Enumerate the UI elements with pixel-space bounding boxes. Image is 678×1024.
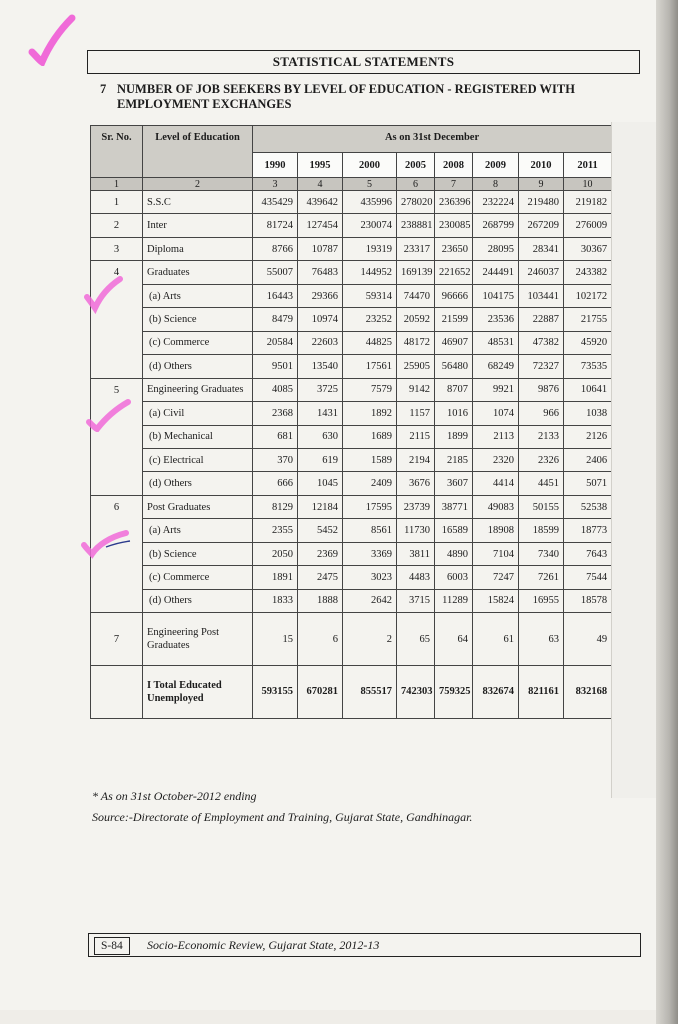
sr-no-cell: 7 <box>91 613 143 666</box>
year-group-header: As on 31st December <box>253 126 612 153</box>
value-cell: 56480 <box>435 355 473 378</box>
value-cell: 49 <box>564 613 612 666</box>
value-cell: 3369 <box>343 542 397 565</box>
value-cell: 9876 <box>519 378 564 401</box>
value-cell: 268799 <box>473 214 519 237</box>
value-cell: 25905 <box>397 355 435 378</box>
table-row <box>91 261 612 284</box>
value-cell: 2320 <box>473 448 519 471</box>
value-cell: 2133 <box>519 425 564 448</box>
table-row <box>91 308 612 331</box>
value-cell: 13540 <box>298 355 343 378</box>
value-cell: 21755 <box>564 308 612 331</box>
value-cell: 7104 <box>473 542 519 565</box>
value-cell: 15 <box>253 613 298 666</box>
value-cell: 104175 <box>473 284 519 307</box>
column-number: 1 <box>91 178 143 191</box>
value-cell: 23317 <box>397 237 435 260</box>
value-cell: 630 <box>298 425 343 448</box>
value-cell: 21599 <box>435 308 473 331</box>
value-cell: 96666 <box>435 284 473 307</box>
value-cell: 12184 <box>298 495 343 518</box>
level-label: Engineering Graduates <box>143 378 253 401</box>
value-cell: 102172 <box>564 284 612 307</box>
value-cell: 966 <box>519 402 564 425</box>
book-spine-shadow <box>656 0 678 1024</box>
value-cell: 370 <box>253 448 298 471</box>
value-cell: 1899 <box>435 425 473 448</box>
value-cell: 3715 <box>397 589 435 612</box>
column-number: 10 <box>564 178 612 191</box>
sr-no-cell <box>91 566 143 589</box>
value-cell: 7340 <box>519 542 564 565</box>
value-cell: 1038 <box>564 402 612 425</box>
highlighter-tick-icon <box>28 14 76 66</box>
level-label: (b) Science <box>143 308 253 331</box>
table-row <box>91 566 612 589</box>
table-row <box>91 237 612 260</box>
value-cell: 50155 <box>519 495 564 518</box>
value-cell: 11730 <box>397 519 435 542</box>
job-seekers-table <box>90 125 612 719</box>
value-cell: 4890 <box>435 542 473 565</box>
value-cell: 76483 <box>298 261 343 284</box>
table-row <box>91 448 612 471</box>
value-cell: 2355 <box>253 519 298 542</box>
statement-number: 7 <box>100 82 107 96</box>
value-cell: 22887 <box>519 308 564 331</box>
value-cell: 68249 <box>473 355 519 378</box>
sr-no-cell: 2 <box>91 214 143 237</box>
value-cell: 16443 <box>253 284 298 307</box>
value-cell: 243382 <box>564 261 612 284</box>
sr-no-header: Sr. No. <box>91 126 143 178</box>
value-cell: 5071 <box>564 472 612 495</box>
value-cell: 236396 <box>435 191 473 214</box>
level-label: Graduates <box>143 261 253 284</box>
sr-no-cell: 6 <box>91 495 143 518</box>
year-header: 2011 <box>564 153 612 178</box>
value-cell: 230074 <box>343 214 397 237</box>
value-cell: 246037 <box>519 261 564 284</box>
sr-no-cell <box>91 448 143 471</box>
value-cell: 1157 <box>397 402 435 425</box>
level-label: (c) Commerce <box>143 331 253 354</box>
value-cell: 759325 <box>435 665 473 718</box>
sr-no-cell <box>91 355 143 378</box>
value-cell: 238881 <box>397 214 435 237</box>
highlighter-tick-icon <box>86 398 132 432</box>
year-header: 2010 <box>519 153 564 178</box>
value-cell: 4085 <box>253 378 298 401</box>
level-label: (d) Others <box>143 472 253 495</box>
statement-title: NUMBER OF JOB SEEKERS BY LEVEL OF EDUCATION - REGISTERED WITH EMPLOYMENT EXCHANGES <box>117 82 575 111</box>
value-cell: 2194 <box>397 448 435 471</box>
value-cell: 38771 <box>435 495 473 518</box>
value-cell: 2368 <box>253 402 298 425</box>
value-cell: 144952 <box>343 261 397 284</box>
level-label: Post Graduates <box>143 495 253 518</box>
value-cell: 5452 <box>298 519 343 542</box>
value-cell: 2115 <box>397 425 435 448</box>
value-cell: 9921 <box>473 378 519 401</box>
value-cell: 4414 <box>473 472 519 495</box>
column-number: 8 <box>473 178 519 191</box>
statement-heading <box>100 82 648 112</box>
value-cell: 2409 <box>343 472 397 495</box>
value-cell: 3725 <box>298 378 343 401</box>
value-cell: 127454 <box>298 214 343 237</box>
value-cell: 832168 <box>564 665 612 718</box>
value-cell: 8561 <box>343 519 397 542</box>
value-cell: 2369 <box>298 542 343 565</box>
value-cell: 6003 <box>435 566 473 589</box>
sr-no-cell: 3 <box>91 237 143 260</box>
value-cell: 74470 <box>397 284 435 307</box>
value-cell: 19319 <box>343 237 397 260</box>
sr-no-cell: 5 <box>91 378 143 401</box>
value-cell: 10974 <box>298 308 343 331</box>
sr-no-cell <box>91 665 143 718</box>
value-cell: 48531 <box>473 331 519 354</box>
value-cell: 221652 <box>435 261 473 284</box>
value-cell: 7261 <box>519 566 564 589</box>
level-label: (a) Arts <box>143 284 253 307</box>
value-cell: 2406 <box>564 448 612 471</box>
table-row <box>91 613 612 666</box>
total-label: I Total Educated Unemployed <box>143 665 253 718</box>
value-cell: 1589 <box>343 448 397 471</box>
value-cell: 28341 <box>519 237 564 260</box>
value-cell: 435996 <box>343 191 397 214</box>
table-row <box>91 589 612 612</box>
value-cell: 1689 <box>343 425 397 448</box>
value-cell: 2642 <box>343 589 397 612</box>
source-note: Source:-Directorate of Employment and Training, Gujarat State, Gandhinagar. <box>92 810 473 824</box>
level-label: (c) Commerce <box>143 566 253 589</box>
value-cell: 15824 <box>473 589 519 612</box>
sr-no-cell <box>91 331 143 354</box>
table-row <box>91 542 612 565</box>
value-cell: 742303 <box>397 665 435 718</box>
value-cell: 44825 <box>343 331 397 354</box>
value-cell: 3607 <box>435 472 473 495</box>
value-cell: 16955 <box>519 589 564 612</box>
value-cell: 267209 <box>519 214 564 237</box>
value-cell: 73535 <box>564 355 612 378</box>
value-cell: 2326 <box>519 448 564 471</box>
level-label: S.S.C <box>143 191 253 214</box>
column-number: 7 <box>435 178 473 191</box>
value-cell: 7643 <box>564 542 612 565</box>
value-cell: 666 <box>253 472 298 495</box>
page-number: S-84 <box>94 937 130 955</box>
value-cell: 593155 <box>253 665 298 718</box>
value-cell: 11289 <box>435 589 473 612</box>
value-cell: 681 <box>253 425 298 448</box>
value-cell: 16589 <box>435 519 473 542</box>
highlighter-tick-icon <box>84 275 124 315</box>
level-label: Engineering Post Graduates <box>143 613 253 666</box>
year-header: 2000 <box>343 153 397 178</box>
value-cell: 45920 <box>564 331 612 354</box>
value-cell: 4483 <box>397 566 435 589</box>
value-cell: 18599 <box>519 519 564 542</box>
value-cell: 8479 <box>253 308 298 331</box>
value-cell: 23252 <box>343 308 397 331</box>
level-header: Level of Education <box>143 126 253 178</box>
value-cell: 1016 <box>435 402 473 425</box>
year-header: 1995 <box>298 153 343 178</box>
value-cell: 3023 <box>343 566 397 589</box>
value-cell: 1045 <box>298 472 343 495</box>
page-footer <box>88 933 641 957</box>
value-cell: 7247 <box>473 566 519 589</box>
sr-no-cell <box>91 589 143 612</box>
value-cell: 821161 <box>519 665 564 718</box>
level-label: (a) Arts <box>143 519 253 542</box>
value-cell: 439642 <box>298 191 343 214</box>
level-label: (c) Electrical <box>143 448 253 471</box>
value-cell: 8766 <box>253 237 298 260</box>
value-cell: 10787 <box>298 237 343 260</box>
table-row <box>91 378 612 401</box>
value-cell: 230085 <box>435 214 473 237</box>
value-cell: 2185 <box>435 448 473 471</box>
table-row <box>91 331 612 354</box>
value-cell: 20592 <box>397 308 435 331</box>
year-header: 2009 <box>473 153 519 178</box>
publication-title: Socio-Economic Review, Gujarat State, 2012-13 <box>147 938 380 952</box>
value-cell: 1888 <box>298 589 343 612</box>
table-row <box>91 191 612 214</box>
value-cell: 28095 <box>473 237 519 260</box>
value-cell: 55007 <box>253 261 298 284</box>
value-cell: 48172 <box>397 331 435 354</box>
value-cell: 23536 <box>473 308 519 331</box>
value-cell: 18773 <box>564 519 612 542</box>
value-cell: 63 <box>519 613 564 666</box>
column-number: 4 <box>298 178 343 191</box>
value-cell: 244491 <box>473 261 519 284</box>
table-row <box>91 284 612 307</box>
value-cell: 8129 <box>253 495 298 518</box>
value-cell: 59314 <box>343 284 397 307</box>
table-row <box>91 472 612 495</box>
year-header: 1990 <box>253 153 298 178</box>
level-label: (a) Civil <box>143 402 253 425</box>
value-cell: 64 <box>435 613 473 666</box>
value-cell: 1891 <box>253 566 298 589</box>
year-header: 2008 <box>435 153 473 178</box>
sr-no-cell: 1 <box>91 191 143 214</box>
value-cell: 3811 <box>397 542 435 565</box>
value-cell: 619 <box>298 448 343 471</box>
value-cell: 9501 <box>253 355 298 378</box>
section-header: STATISTICAL STATEMENTS <box>87 50 640 74</box>
value-cell: 2113 <box>473 425 519 448</box>
table-row <box>91 425 612 448</box>
value-cell: 2 <box>343 613 397 666</box>
value-cell: 3676 <box>397 472 435 495</box>
value-cell: 1892 <box>343 402 397 425</box>
highlighter-tick-icon <box>80 523 140 559</box>
value-cell: 832674 <box>473 665 519 718</box>
year-header: 2005 <box>397 153 435 178</box>
table-row <box>91 214 612 237</box>
value-cell: 855517 <box>343 665 397 718</box>
value-cell: 30367 <box>564 237 612 260</box>
value-cell: 81724 <box>253 214 298 237</box>
level-label: (b) Science <box>143 542 253 565</box>
value-cell: 61 <box>473 613 519 666</box>
value-cell: 22603 <box>298 331 343 354</box>
value-cell: 1431 <box>298 402 343 425</box>
value-cell: 219182 <box>564 191 612 214</box>
value-cell: 23650 <box>435 237 473 260</box>
column-number: 5 <box>343 178 397 191</box>
value-cell: 278020 <box>397 191 435 214</box>
value-cell: 7544 <box>564 566 612 589</box>
value-cell: 9142 <box>397 378 435 401</box>
table-row <box>91 402 612 425</box>
table-row <box>91 519 612 542</box>
value-cell: 2126 <box>564 425 612 448</box>
value-cell: 2475 <box>298 566 343 589</box>
value-cell: 169139 <box>397 261 435 284</box>
value-cell: 18908 <box>473 519 519 542</box>
column-number: 3 <box>253 178 298 191</box>
level-label: Inter <box>143 214 253 237</box>
value-cell: 276009 <box>564 214 612 237</box>
table-row <box>91 495 612 518</box>
value-cell: 219480 <box>519 191 564 214</box>
value-cell: 72327 <box>519 355 564 378</box>
sr-no-cell <box>91 472 143 495</box>
level-label: (b) Mechanical <box>143 425 253 448</box>
value-cell: 49083 <box>473 495 519 518</box>
footnote: * As on 31st October-2012 ending <box>92 789 257 803</box>
value-cell: 46907 <box>435 331 473 354</box>
value-cell: 6 <box>298 613 343 666</box>
level-label: (d) Others <box>143 355 253 378</box>
value-cell: 23739 <box>397 495 435 518</box>
level-label: (d) Others <box>143 589 253 612</box>
value-cell: 435429 <box>253 191 298 214</box>
value-cell: 232224 <box>473 191 519 214</box>
column-number: 6 <box>397 178 435 191</box>
value-cell: 10641 <box>564 378 612 401</box>
value-cell: 2050 <box>253 542 298 565</box>
value-cell: 1074 <box>473 402 519 425</box>
value-cell: 29366 <box>298 284 343 307</box>
value-cell: 20584 <box>253 331 298 354</box>
value-cell: 17595 <box>343 495 397 518</box>
table-row <box>91 355 612 378</box>
sr-no-cell: 4 <box>91 261 143 284</box>
value-cell: 47382 <box>519 331 564 354</box>
value-cell: 52538 <box>564 495 612 518</box>
value-cell: 17561 <box>343 355 397 378</box>
level-label: Diploma <box>143 237 253 260</box>
value-cell: 18578 <box>564 589 612 612</box>
value-cell: 4451 <box>519 472 564 495</box>
value-cell: 670281 <box>298 665 343 718</box>
value-cell: 65 <box>397 613 435 666</box>
value-cell: 8707 <box>435 378 473 401</box>
table-row <box>91 665 612 718</box>
column-number: 2 <box>143 178 253 191</box>
value-cell: 7579 <box>343 378 397 401</box>
value-cell: 1833 <box>253 589 298 612</box>
value-cell: 103441 <box>519 284 564 307</box>
column-number: 9 <box>519 178 564 191</box>
